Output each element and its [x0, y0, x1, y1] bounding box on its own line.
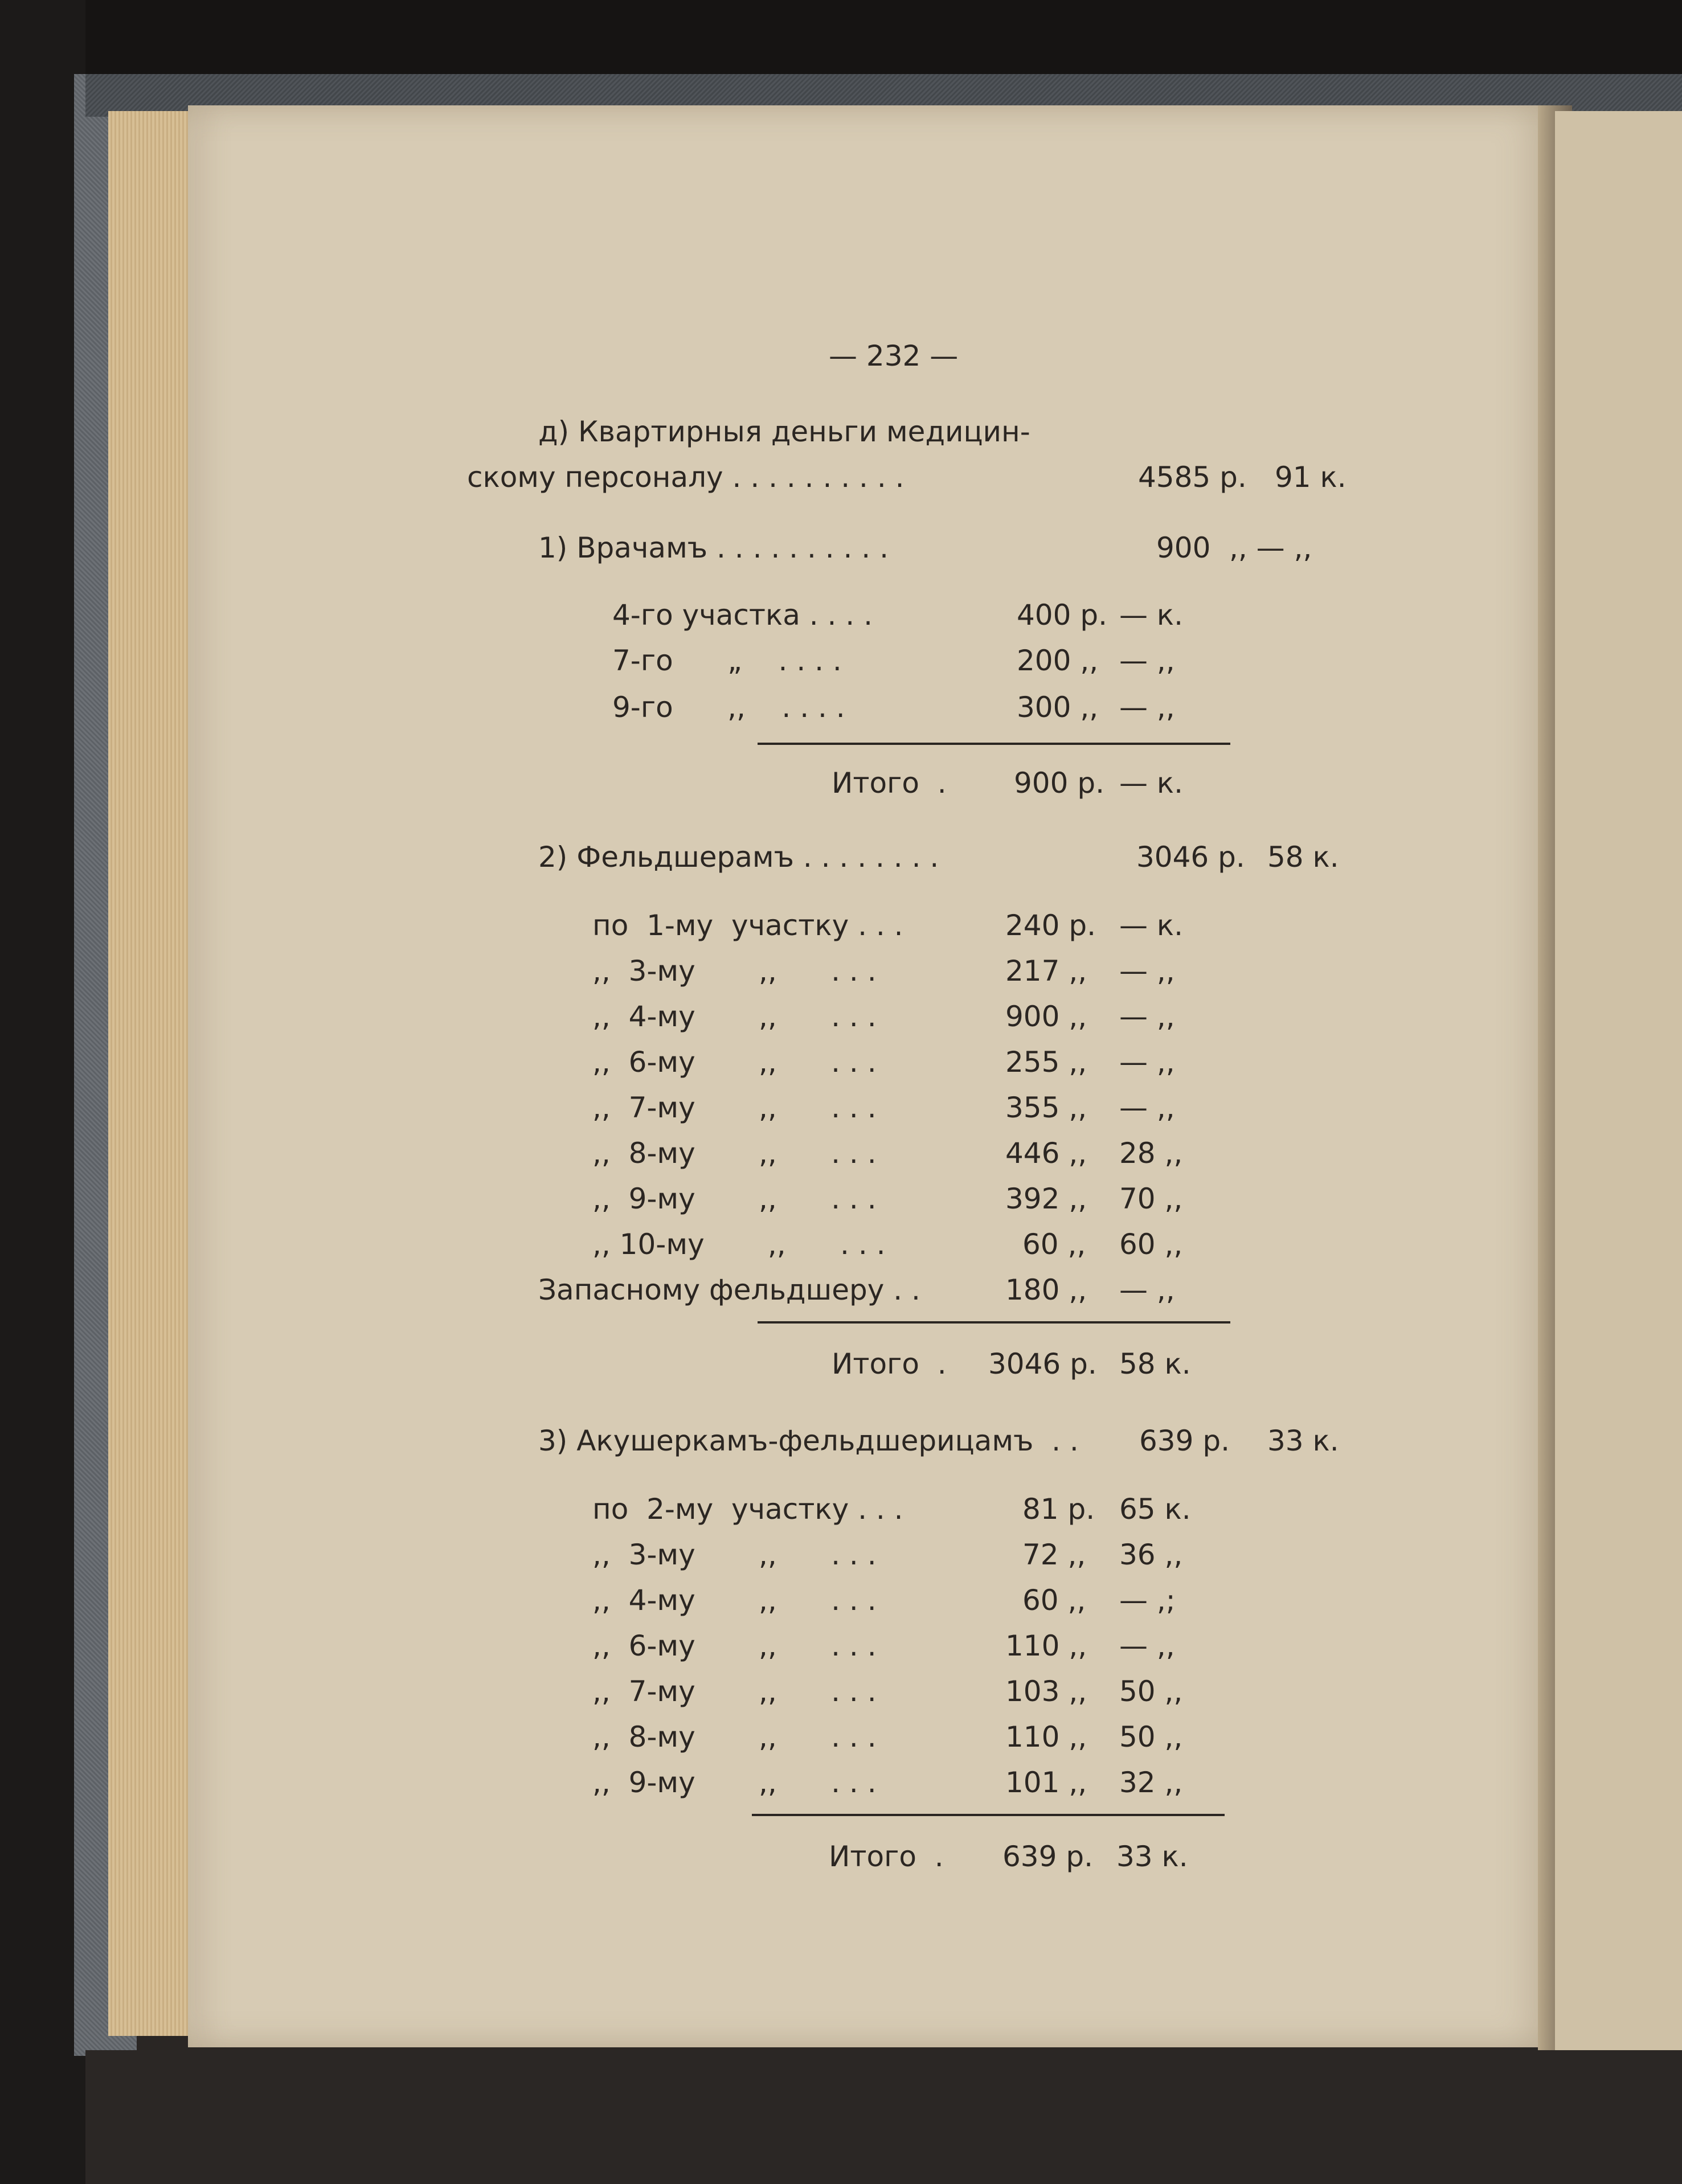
section3-row-rub: 81 р.: [1022, 1493, 1095, 1526]
section3-row-rub: 72 ,,: [1022, 1538, 1086, 1571]
section2-total-label: Итого .: [832, 1347, 947, 1380]
section3-row-kop: 50 ,,: [1119, 1720, 1183, 1753]
section3-row-kop: — ,;: [1119, 1584, 1176, 1617]
section2-row-rub: 217 ,,: [1005, 954, 1087, 987]
section3-row-rub: 103 ,,: [1005, 1675, 1087, 1708]
section2-row-kop: — ,,: [1119, 1091, 1175, 1124]
section1-row-kop: — к.: [1119, 599, 1183, 632]
section3-total-rule: [752, 1814, 1225, 1816]
section3-cents: 33 к.: [1267, 1424, 1339, 1457]
section3-row-rub: 110 ,,: [1005, 1629, 1087, 1662]
heading-line1: д) Квартирныя деньги медицин-: [538, 415, 1030, 448]
section3-row-kop: 65 к.: [1119, 1493, 1191, 1526]
background-bottom: [85, 2050, 1682, 2184]
heading-line2: скому персоналу . . . . . . . . . .: [467, 461, 905, 494]
section2-row-label: ,, 10-му ,, . . .: [592, 1228, 886, 1261]
heading-amount: 4585 р.: [1138, 461, 1247, 494]
section2-total-kop: 58 к.: [1119, 1347, 1191, 1380]
section3-title: 3) Акушеркамъ-фельдшерицамъ . .: [538, 1424, 1079, 1457]
section2-row-label: Запасному фельдшеру . .: [538, 1273, 920, 1306]
section3-row-label: ,, 7-му ,, . . .: [592, 1675, 877, 1708]
section3-row-label: по 2-му участку . . .: [592, 1493, 903, 1526]
section2-row-rub: 355 ,,: [1005, 1091, 1087, 1124]
section2-row-label: ,, 7-му ,, . . .: [592, 1091, 877, 1124]
section2-total-rule: [758, 1321, 1230, 1323]
section2-row-label: ,, 8-му ,, . . .: [592, 1137, 877, 1170]
facing-page: [1555, 111, 1682, 2064]
section3-row-rub: 110 ,,: [1005, 1720, 1087, 1753]
section2-row-rub: 900 ,,: [1005, 1000, 1087, 1033]
section1-row-kop: — ,,: [1119, 691, 1175, 724]
section3-total-label: Итого .: [829, 1840, 944, 1873]
section3-row-rub: 101 ,,: [1005, 1766, 1087, 1799]
page-number: — 232 —: [829, 339, 959, 372]
section1-total-rub: 900 р.: [1014, 767, 1104, 800]
section3-row-label: ,, 6-му ,, . . .: [592, 1629, 877, 1662]
section2-row-kop: — к.: [1119, 909, 1183, 942]
section3-total-kop: 33 к.: [1116, 1840, 1188, 1873]
section3-row-kop: — ,,: [1119, 1629, 1175, 1662]
section1-total-label: Итого .: [832, 767, 947, 800]
section1-cents: ,, — ,,: [1229, 531, 1312, 564]
section3-row-rub: 60 ,,: [1022, 1584, 1086, 1617]
section3-total-rub: 639 р.: [1002, 1840, 1093, 1873]
section1-row-rub: 300 ,,: [1017, 691, 1099, 724]
section2-row-kop: — ,,: [1119, 1000, 1175, 1033]
section2-row-kop: 28 ,,: [1119, 1137, 1183, 1170]
section3-row-label: ,, 4-му ,, . . .: [592, 1584, 877, 1617]
section2-row-rub: 255 ,,: [1005, 1046, 1087, 1079]
section2-row-rub: 180 ,,: [1005, 1273, 1087, 1306]
section1-row-label: 4-го участка . . . .: [612, 599, 873, 632]
background-left: [0, 0, 85, 2184]
section2-row-kop: — ,,: [1119, 1046, 1175, 1079]
section1-total-rule: [758, 743, 1230, 745]
section2-row-label: ,, 4-му ,, . . .: [592, 1000, 877, 1033]
section1-amount: 900: [1156, 531, 1211, 564]
section2-total-rub: 3046 р.: [988, 1347, 1097, 1380]
section1-row-rub: 400 р.: [1017, 599, 1107, 632]
section2-row-kop: 70 ,,: [1119, 1182, 1183, 1215]
section1-row-label: 9-го ,, . . . .: [612, 691, 845, 724]
section2-row-kop: 60 ,,: [1119, 1228, 1183, 1261]
section1-total-kop: — к.: [1119, 767, 1183, 800]
section3-row-label: ,, 9-му ,, . . .: [592, 1766, 877, 1799]
section3-row-label: ,, 8-му ,, . . .: [592, 1720, 877, 1753]
section2-row-rub: 446 ,,: [1005, 1137, 1087, 1170]
section2-row-label: ,, 3-му ,, . . .: [592, 954, 877, 987]
section3-amount: 639 р.: [1139, 1424, 1230, 1457]
section2-row-rub: 60 ,,: [1022, 1228, 1086, 1261]
section2-row-kop: — ,,: [1119, 954, 1175, 987]
section3-row-kop: 36 ,,: [1119, 1538, 1183, 1571]
section1-row-kop: — ,,: [1119, 644, 1175, 677]
section2-row-rub: 240 р.: [1005, 909, 1096, 942]
section3-row-label: ,, 3-му ,, . . .: [592, 1538, 877, 1571]
section2-title: 2) Фельдшерамъ . . . . . . . .: [538, 841, 939, 874]
section2-row-label: по 1-му участку . . .: [592, 909, 903, 942]
heading-cents: 91 к.: [1275, 461, 1347, 494]
section3-row-kop: 32 ,,: [1119, 1766, 1183, 1799]
section2-row-label: ,, 6-му ,, . . .: [592, 1046, 877, 1079]
section2-row-label: ,, 9-му ,, . . .: [592, 1182, 877, 1215]
section2-row-rub: 392 ,,: [1005, 1182, 1087, 1215]
section2-cents: 58 к.: [1267, 841, 1339, 874]
section2-amount: 3046 р.: [1136, 841, 1245, 874]
section1-row-label: 7-го „ . . . .: [612, 644, 842, 677]
section1-title: 1) Врачамъ . . . . . . . . . .: [538, 531, 889, 564]
section3-row-kop: 50 ,,: [1119, 1675, 1183, 1708]
section1-row-rub: 200 ,,: [1017, 644, 1099, 677]
section2-row-kop: — ,,: [1119, 1273, 1175, 1306]
